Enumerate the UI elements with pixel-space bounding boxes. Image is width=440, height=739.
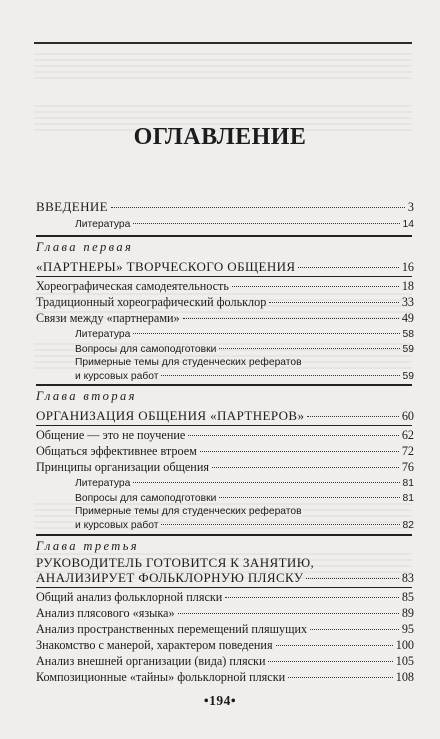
toc-entry xyxy=(36,639,414,652)
toc-entry-literature xyxy=(75,477,414,490)
dot-leader xyxy=(219,348,399,349)
dot-leader xyxy=(133,333,399,334)
entry-text: Вопросы для самоподготовки xyxy=(75,344,217,355)
section-divider xyxy=(36,235,412,237)
toc-chapter-3-title-line1: РУКОВОДИТЕЛЬ ГОТОВИТСЯ К ЗАНЯТИЮ, xyxy=(36,555,315,570)
entry-text: Общий анализ фольклорной пляски xyxy=(36,590,223,604)
dot-leader xyxy=(307,416,398,417)
toc-entry xyxy=(36,655,414,668)
entry-text: Традиционный хореографический фольклор xyxy=(36,295,267,309)
entry-text: и курсовых работ xyxy=(75,520,159,531)
toc-entry-intro-literature xyxy=(75,218,414,231)
entry-page: 59 xyxy=(402,371,414,382)
dot-leader xyxy=(298,267,398,268)
toc-entry xyxy=(36,671,414,684)
entry-text: и курсовых работ xyxy=(75,371,159,382)
toc-chapter-1-title xyxy=(36,260,414,274)
toc-entry xyxy=(36,461,414,474)
dot-leader xyxy=(212,467,399,468)
toc-entry-topics xyxy=(75,519,414,532)
dot-leader xyxy=(219,497,399,498)
dot-leader xyxy=(288,677,393,678)
toc-chapter-2-title xyxy=(36,409,414,423)
chapter-label-1: Глава первая xyxy=(36,240,134,254)
entry-page: 49 xyxy=(401,311,414,325)
entry-page: 85 xyxy=(401,590,414,604)
entry-page: 3 xyxy=(407,200,414,214)
entry-text: «ПАРТНЕРЫ» ТВОРЧЕСКОГО ОБЩЕНИЯ xyxy=(36,259,296,274)
entry-text: Вопросы для самоподготовки xyxy=(75,493,217,504)
entry-page: 108 xyxy=(395,670,414,684)
toc-entry-questions xyxy=(75,492,414,505)
toc-entry xyxy=(36,445,414,458)
entry-text: Принципы организации общения xyxy=(36,460,209,474)
entry-text: Литература xyxy=(75,478,131,489)
dot-leader xyxy=(225,597,399,598)
entry-text: Общение — это не поучение xyxy=(36,428,186,442)
dot-leader xyxy=(111,207,405,208)
entry-page: 14 xyxy=(402,219,414,230)
toc-entry xyxy=(36,591,414,604)
entry-page: 33 xyxy=(401,295,414,309)
entry-page: 16 xyxy=(401,260,414,274)
dot-leader xyxy=(269,302,399,303)
toc-entry xyxy=(36,623,414,636)
dot-leader xyxy=(161,524,399,525)
entry-page: 58 xyxy=(402,329,414,340)
dot-leader xyxy=(133,482,399,483)
section-divider xyxy=(36,587,412,588)
chapter-label-2: Глава вторая xyxy=(36,389,137,403)
dot-leader xyxy=(276,645,393,646)
toc-entry xyxy=(36,280,414,293)
entry-text: Литература xyxy=(75,329,131,340)
entry-page: 81 xyxy=(402,478,414,489)
dot-leader xyxy=(200,451,399,452)
dot-leader xyxy=(310,629,399,630)
page-number: •194• xyxy=(203,693,237,708)
entry-text: Литература xyxy=(75,219,131,230)
toc-entry-topics xyxy=(75,370,414,383)
toc-entry xyxy=(36,607,414,620)
entry-page: 76 xyxy=(401,460,414,474)
entry-text: ОРГАНИЗАЦИЯ ОБЩЕНИЯ «ПАРТНЕРОВ» xyxy=(36,408,305,423)
entry-page: 60 xyxy=(401,409,414,423)
entry-text: Анализ плясового «языка» xyxy=(36,606,175,620)
entry-page: 95 xyxy=(401,622,414,636)
toc-entry-literature xyxy=(75,328,414,341)
dot-leader xyxy=(133,223,399,224)
dot-leader xyxy=(178,613,399,614)
entry-text: Общаться эффективнее втроем xyxy=(36,444,197,458)
entry-text: ВВЕДЕНИЕ xyxy=(36,199,109,214)
entry-text: АНАЛИЗИРУЕТ ФОЛЬКЛОРНУЮ ПЛЯСКУ xyxy=(36,570,304,585)
entry-page: 89 xyxy=(401,606,414,620)
entry-text: Хореографическая самодеятельность xyxy=(36,279,229,293)
dot-leader xyxy=(161,375,399,376)
toc-entry xyxy=(36,429,414,442)
dot-leader xyxy=(188,435,399,436)
page-title: ОГЛАВЛЕНИЕ xyxy=(133,124,307,150)
entry-text: Композиционные «тайны» фольклорной пляски xyxy=(36,670,286,684)
entry-page: 18 xyxy=(401,279,414,293)
toc-chapter-3-title xyxy=(36,571,414,585)
toc-entry-topics-line1: Примерные темы для студенческих рефератов xyxy=(75,357,302,368)
entry-page: 105 xyxy=(395,654,414,668)
section-divider xyxy=(36,276,412,277)
entry-text: Анализ пространственных перемещений пляшущих xyxy=(36,622,308,636)
section-divider xyxy=(36,384,412,386)
toc-entry xyxy=(36,296,414,309)
entry-page: 62 xyxy=(401,428,414,442)
entry-page: 100 xyxy=(395,638,414,652)
toc-entry-questions xyxy=(75,343,414,356)
entry-page: 82 xyxy=(402,520,414,531)
section-divider xyxy=(36,425,412,426)
entry-text: Связи между «партнерами» xyxy=(36,311,180,325)
section-divider xyxy=(36,534,412,536)
toc-entry-intro xyxy=(36,200,414,214)
header-rule xyxy=(34,42,412,44)
dot-leader xyxy=(183,318,399,319)
toc-entry-topics-line1: Примерные темы для студенческих рефератов xyxy=(75,506,302,517)
entry-text: Знакомство с манерой, характером поведения xyxy=(36,638,273,652)
chapter-label-3: Глава третья xyxy=(36,539,140,553)
dot-leader xyxy=(268,661,392,662)
dot-leader xyxy=(232,286,399,287)
toc-entry xyxy=(36,312,414,325)
entry-page: 72 xyxy=(401,444,414,458)
dot-leader xyxy=(306,578,398,579)
entry-page: 83 xyxy=(401,571,414,585)
entry-page: 59 xyxy=(402,344,414,355)
entry-text: Анализ внешней организации (вида) пляски xyxy=(36,654,266,668)
entry-page: 81 xyxy=(402,493,414,504)
